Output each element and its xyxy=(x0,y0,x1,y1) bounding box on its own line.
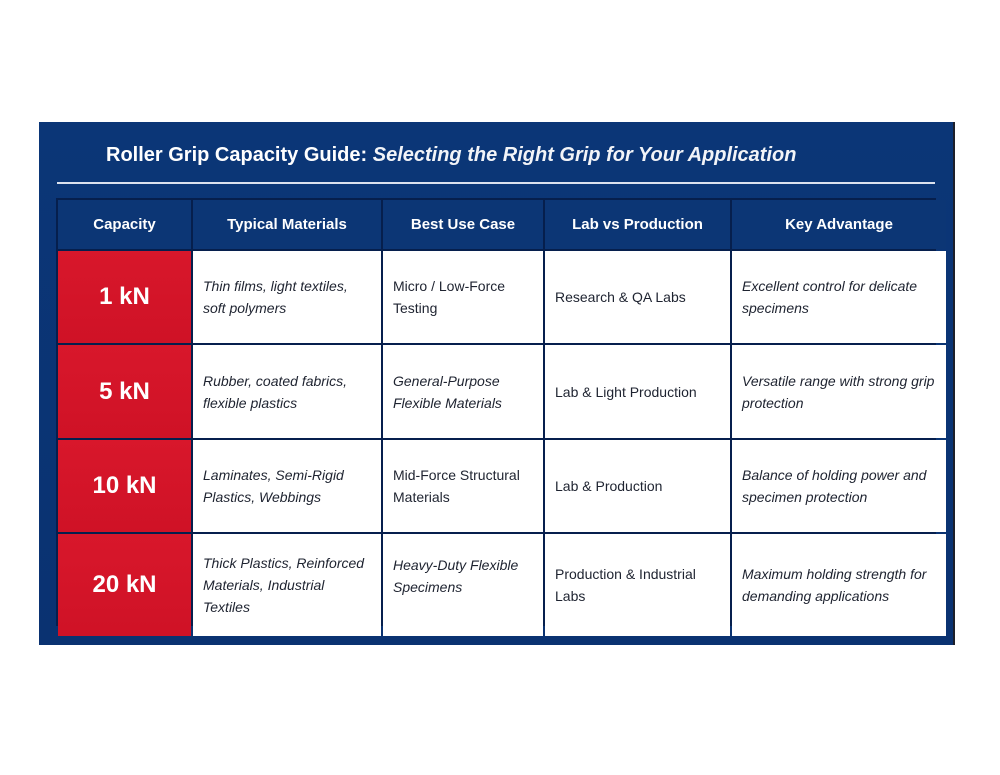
materials-cell: Thin films, light textiles, soft polymers xyxy=(193,251,381,343)
use-case-cell: Heavy-Duty Flexible Specimens xyxy=(383,534,543,636)
lab-vs-production-cell: Lab & Light Production xyxy=(545,345,730,438)
use-case-cell: Mid-Force Structural Materials xyxy=(383,440,543,532)
advantage-cell: Versatile range with strong grip protection xyxy=(732,345,946,438)
use-case-cell: General-Purpose Flexible Materials xyxy=(383,345,543,438)
lab-vs-production-cell: Production & Industrial Labs xyxy=(545,534,730,636)
materials-cell: Laminates, Semi-Rigid Plastics, Webbings xyxy=(193,440,381,532)
column-header-capacity: Capacity xyxy=(58,200,191,249)
capacity-guide-panel xyxy=(39,122,955,645)
title-subtitle: Selecting the Right Grip for Your Application xyxy=(372,144,797,166)
lab-vs-production-cell: Lab & Production xyxy=(545,440,730,532)
capacity-cell: 5 kN xyxy=(58,345,191,438)
column-header-lab-vs-production: Lab vs Production xyxy=(545,200,730,249)
capacity-table xyxy=(56,198,936,626)
column-header-key-advantage: Key Advantage xyxy=(732,200,946,249)
title-divider xyxy=(57,182,935,184)
capacity-cell: 10 kN xyxy=(58,440,191,532)
title-main: Roller Grip Capacity Guide: xyxy=(106,144,368,166)
advantage-cell: Maximum holding strength for demanding applications xyxy=(732,534,946,636)
advantage-cell: Balance of holding power and specimen protection xyxy=(732,440,946,532)
materials-cell: Rubber, coated fabrics, flexible plastics xyxy=(193,345,381,438)
column-header-best-use-case: Best Use Case xyxy=(383,200,543,249)
use-case-cell: Micro / Low-Force Testing xyxy=(383,251,543,343)
advantage-cell: Excellent control for delicate specimens xyxy=(732,251,946,343)
column-header-typical-materials: Typical Materials xyxy=(193,200,381,249)
materials-cell: Thick Plastics, Reinforced Materials, Industrial Textiles xyxy=(193,534,381,636)
capacity-cell: 1 kN xyxy=(58,251,191,343)
capacity-cell: 20 kN xyxy=(58,534,191,636)
page-title xyxy=(106,144,796,167)
lab-vs-production-cell: Research & QA Labs xyxy=(545,251,730,343)
